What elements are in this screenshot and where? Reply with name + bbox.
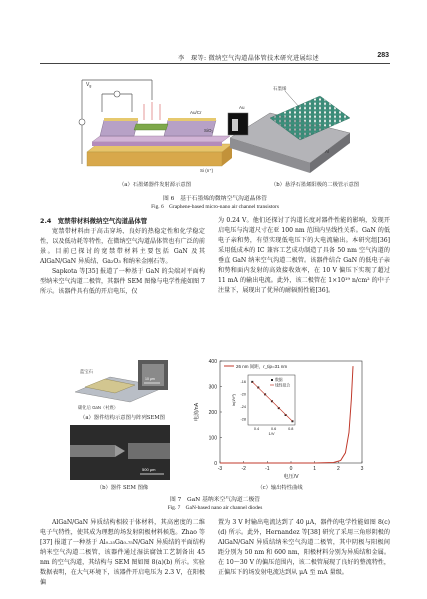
figure6-panel-b bbox=[225, 78, 355, 178]
label-si: Si (n⁺) bbox=[200, 168, 214, 173]
x-tick-label: 0 bbox=[289, 466, 293, 472]
figure7-panel-c-chart bbox=[190, 355, 370, 480]
figure6-panel-a bbox=[72, 72, 237, 177]
inset-y-tick-label: -28 bbox=[240, 417, 246, 422]
inset-x-tick-label: 0.4 bbox=[253, 427, 260, 431]
label-gan: 碳化后 GaN（衬底） bbox=[78, 405, 119, 410]
label-substrate: 蓝宝石 bbox=[80, 369, 93, 374]
vg-label: $V_g$ bbox=[86, 82, 92, 88]
header-rule bbox=[40, 63, 390, 64]
inset-y-tick-label: -24 bbox=[240, 404, 246, 409]
figure7-panel-a bbox=[70, 357, 170, 412]
y-tick-label: 100 bbox=[208, 435, 217, 442]
paragraph: 宽禁带材料由于高击穿场、良好的热稳定性和化学稳定性，以及低功耗等特性，在微纳空气沟道晶体管也有广泛的前景。目前已探讨的宽禁带材料主要包括 GaN 及其 AlGaN/GaN 异质结、Ga₂O₃ 和纳米金刚石等。 bbox=[40, 228, 205, 265]
x-tick-label: -1 bbox=[265, 466, 270, 472]
figure7-title-en: Fig. 7 GaN-based nano air channel diodes bbox=[167, 505, 263, 511]
inset-x-label: 1/V bbox=[268, 431, 275, 436]
figure7-caption-b: （b）器件 SEM 图像 bbox=[96, 485, 149, 491]
y-tick-label: 400 bbox=[208, 358, 217, 365]
paragraph: AlGaN/GaN 异质结构相较于体材料，其高密度的二维电子气特性，使其成为理想的场发射阴极材料候选。Zhao 等[37] 报道了一种基于 Al₀.₂₅Ga₀.₇₅N/GaN 异质结的平面结构纳米空气沟道二极管，该器件通过湿法腐蚀工艺制备出 45 nm 的空气沟道，其结构与 SEM 图如图 8(a)(b) 所示。实验数据表明，在大气环境下，该器件开启电压为 2.3 V，在阳极偏 bbox=[40, 519, 205, 586]
scale-bar-10um: 10 μm bbox=[145, 377, 155, 381]
paragraph: 为 0.24 V。他们还探讨了沟道长度对器件性能的影响，发现开启电压与沟道尺寸在亚 100 nm 范围内呈线性关系。GaN 的低电子亲和势，有望实现低电压下的大电流输出。本研究组[36] 采用低成本的 IC 兼容工艺成功制造了具备 50 nm 空气沟道的垂直 GaN 纳米空气沟道二极管。该器件结合 GaN 的低电子亲和势和面内发射的高效接收效率，在 10 V 偏压下实现了超过 11 mA 的输出电流。此外，该二极管在 1×10¹⁹ n/cm² 的中子注量下，展现出了优异的耐辐照性能[36]。 bbox=[218, 217, 390, 294]
page-number: 283 bbox=[377, 52, 389, 59]
inset-y-tick-label: -20 bbox=[240, 392, 246, 397]
x-axis-label: 电压/V bbox=[283, 474, 299, 480]
bottom-right-column bbox=[218, 518, 390, 578]
y-tick-label: 300 bbox=[208, 384, 217, 391]
figure7-panel-b bbox=[70, 425, 170, 480]
figure6-title: 图 6 基于石墨烯的微纳空气沟道晶体管 bbox=[162, 196, 268, 202]
x-tick-label: 3 bbox=[360, 466, 364, 472]
inset-legend-fit: 线性拟合 bbox=[275, 383, 291, 388]
inset-y-label: ln(I/V²) bbox=[231, 394, 236, 406]
inset-frame bbox=[248, 375, 295, 425]
label-au: Au bbox=[239, 105, 245, 110]
paragraph: Sapkota 等[35] 报道了一种基于 GaN 的尖端对平面构型纳米空气沟道二极管，其器件 SEM 图像与电学性能如图 7 所示。该器件具有低的开启电压，仅 bbox=[40, 268, 205, 295]
inset-x-tick-label: 0.8 bbox=[288, 427, 294, 431]
section-left-column bbox=[40, 227, 205, 297]
bottom-left-column bbox=[40, 518, 205, 588]
figure6-title-en: Fig. 6 Graphene-based micro-nano air channel transistors bbox=[151, 204, 279, 210]
y-tick-label: 200 bbox=[208, 409, 217, 416]
x-tick-label: -3 bbox=[217, 466, 223, 472]
inset-legend-marker bbox=[271, 379, 273, 381]
figure6-caption-b: （b）悬浮石墨烯阳极的二极管示意图 bbox=[270, 182, 360, 188]
inset-legend-data: 数据 bbox=[275, 378, 283, 382]
figure7-caption-a: （a）器件结构示意图与阵列SEM图 bbox=[80, 415, 165, 421]
y-axis-label: 电流/nA bbox=[194, 402, 200, 422]
figure7-caption-c: （c）输出特性曲线 bbox=[257, 485, 303, 491]
figure6-caption-a: （a）石墨烯器件发射源示意图 bbox=[118, 182, 192, 188]
inset-x-tick-label: 0.6 bbox=[270, 427, 277, 431]
inset-y-tick-label: -16 bbox=[240, 379, 246, 384]
figure7-title: 图 7 GaN 基纳米空气沟道二极管 bbox=[169, 497, 261, 503]
x-tick-label: 2 bbox=[336, 466, 340, 472]
label-graphene: 石墨烯 bbox=[273, 86, 287, 91]
legend-label: 26 nm 间距，r_tip=31 nm bbox=[236, 364, 288, 369]
label-al: Al bbox=[325, 149, 330, 154]
y-tick-label: 0 bbox=[214, 460, 217, 467]
paragraph: 置为 3 V 时输出电流达到了 40 μA，器件的电学性能如图 8(c)(d) 所示。此外，Hernandez 等[38] 研究了采用三角形阴极的 AlGaN/GaN 异质结纳米空气沟道二极管，其中阴极与阳极间距分别为 50 nm 和 600 nm，阳极材料分别为异质结和金属。在 10～30 V 的偏压范围内，该二极管展现了良好的整流特性，正偏压下的场发射电流达到从 μA 至 mA 量级。 bbox=[218, 519, 390, 576]
running-title: 李 琛等: 微纳空气沟道晶体管技术研究进展综述 bbox=[178, 55, 319, 62]
scale-bar-500nm: 500 μm bbox=[142, 467, 156, 472]
x-tick-label: 1 bbox=[313, 466, 317, 472]
x-tick-label: -2 bbox=[241, 466, 246, 472]
label-sio2: SiO₂ bbox=[204, 128, 214, 133]
section-heading: 2.4 宽禁带材料微纳空气沟道晶体管 bbox=[40, 217, 148, 225]
label-au-cr: Au/Cr bbox=[190, 110, 202, 115]
section-right-column bbox=[218, 216, 390, 296]
